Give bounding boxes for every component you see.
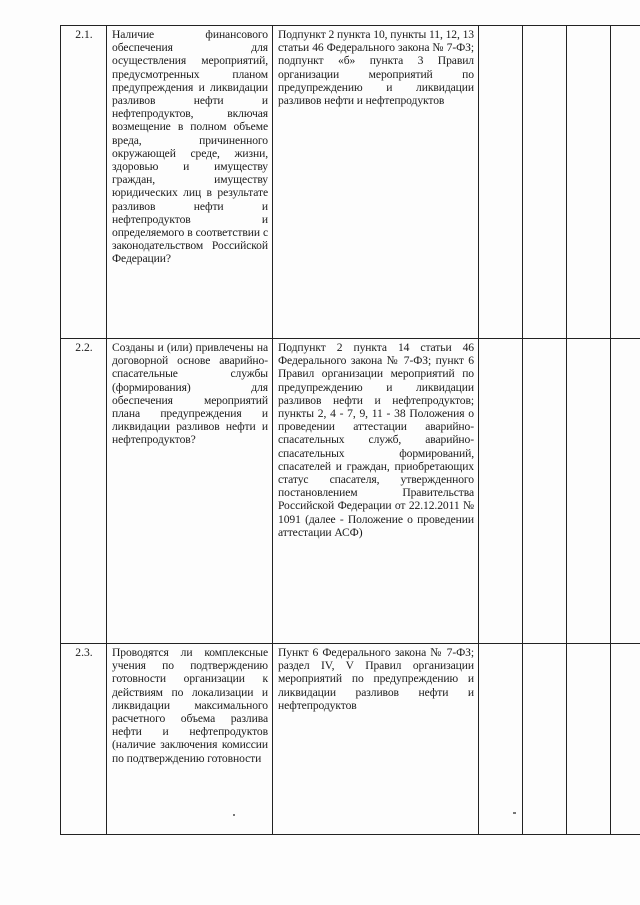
answer-cell-no[interactable] [523,644,567,835]
answer-cell-not-applicable[interactable] [567,26,611,339]
reference-text: Подпункт 2 пункта 14 статьи 46 Федерального закона № 7-ФЗ; пункт 6 Правил организации мероприятий по предупреждению и ликвидации разливов нефти и нефтепродуктов; пункты 2, 4 - 7, 9, 11 - 38 Положения о проведении аттестации аварийно-спасательных служб, аварийно-спасательных формирований, спасателей и граждан, приобретающих статус спасателя, утвержденного постановлением Правительства Российской Федерации от 22.12.2011 № 1091 (далее - Положение о проведении аттестации АСФ) [278,341,474,539]
row-number: 2.3. [61,644,107,835]
question-text: Созданы и (или) привлечены на договорной основе аварийно-спасательные службы (формирования) для обеспечения мероприятий плана предупреждения и ликвидации разливов нефти и нефтепродуктов? [112,341,268,447]
legal-reference [273,339,479,644]
table-row [61,339,640,644]
answer-cell-yes[interactable] [479,644,523,835]
answer-cell-comment[interactable] [611,26,640,339]
requirement-question [107,339,273,644]
answer-cell-yes[interactable] [479,339,523,644]
row-number: 2.1. [61,26,107,339]
question-text: Наличие финансового обеспечения для осуществления мероприятий, предусмотренных планом предупреждения и ликвидации разливов нефти и нефтепродуктов, включая возмещение в полном объеме вреда, причиненного окружающей среде, жизни, здоровью и имуществу граждан, имуществу юридических лиц в результате разливов нефти и нефтепродуктов и определяемого в соответствии с законодательством Российской Федерации? [112,28,268,266]
answer-cell-yes[interactable] [479,26,523,339]
answer-cell-no[interactable] [523,26,567,339]
answer-cell-comment[interactable] [611,644,640,835]
row-number: 2.2. [61,339,107,644]
table-row [61,644,640,835]
reference-text: Подпункт 2 пункта 10, пункты 11, 12, 13 статьи 46 Федерального закона № 7-ФЗ; подпункт «б» пункта 3 Правил организации мероприятий по предупреждению и ликвидации разливов нефти и нефтепродуктов [278,28,474,108]
answer-cell-comment[interactable] [611,339,640,644]
scan-speck [233,814,235,816]
answer-cell-not-applicable[interactable] [567,644,611,835]
reference-text: Пункт 6 Федерального закона № 7-ФЗ; раздел IV, V Правил организации мероприятий по предупреждению и ликвидации разливов нефти и нефтепродуктов [278,646,474,712]
requirement-question [107,644,273,835]
answer-cell-not-applicable[interactable] [567,339,611,644]
table-row [61,26,640,339]
requirement-question [107,26,273,339]
legal-reference [273,26,479,339]
question-text: Проводятся ли комплексные учения по подтверждению готовности организации к действиям по локализации и ликвидации максимального расчетного объема разлива нефти и нефтепродуктов (наличие заключения комиссии по подтверждению готовности [112,646,268,765]
legal-reference [273,644,479,835]
scan-speck [513,812,516,814]
checklist-table [60,25,640,835]
answer-cell-no[interactable] [523,339,567,644]
